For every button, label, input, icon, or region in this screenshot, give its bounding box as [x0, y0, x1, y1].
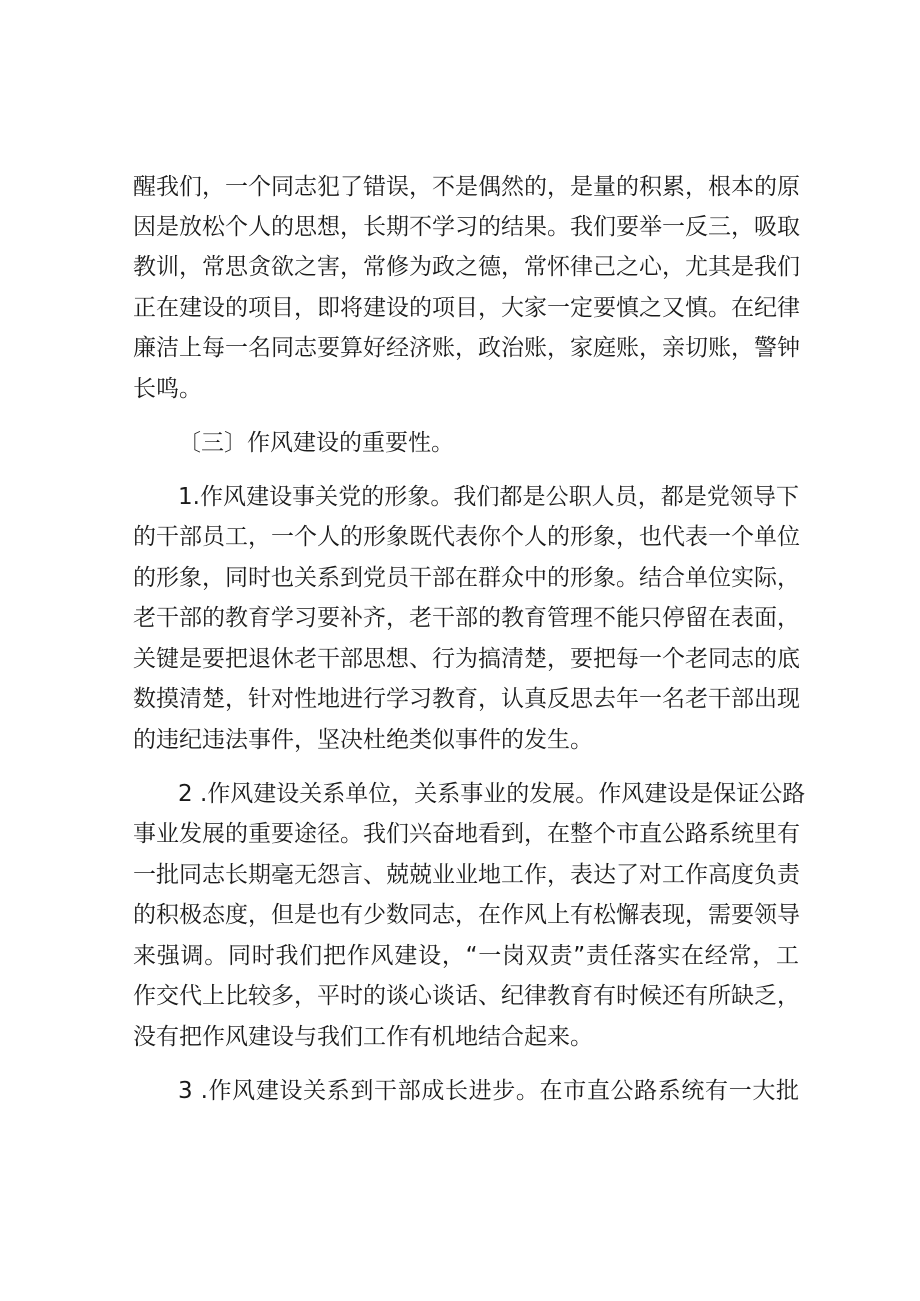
- paragraph-line: 关键是要把退休老干部思想、行为搞清楚，要把每一个老同志的底: [133, 646, 800, 672]
- paragraph-line: 的形象，同时也关系到党员干部在群众中的形象。结合单位实际，: [133, 565, 800, 591]
- paragraph-line: 长鸣。: [133, 376, 202, 402]
- paragraph-line: 来强调。同时我们把作风建设，“一岗双责”责任落实在经常，工: [133, 943, 799, 969]
- section-heading: 〔三〕作风建设的重要性。: [178, 430, 454, 456]
- paragraph-line: 没有把作风建设与我们工作有机地结合起来。: [133, 1024, 593, 1050]
- paragraph-line: 2 .作风建设关系单位，关系事业的发展。作风建设是保证公路: [178, 781, 806, 807]
- paragraph-line: 因是放松个人的思想，长期不学习的结果。我们要举一反三，吸取: [133, 214, 800, 240]
- paragraph-line: 数摸清楚，针对性地进行学习教育，认真反思去年一名老干部出现: [133, 686, 800, 712]
- paragraph-line: 醒我们，一个同志犯了错误，不是偶然的，是量的积累，根本的原: [133, 174, 800, 200]
- paragraph-line: 1.作风建设事关党的形象。我们都是公职人员，都是党领导下: [178, 484, 799, 510]
- paragraph-line: 教训，常思贪欲之害，常修为政之德，常怀律己之心，尤其是我们: [133, 254, 800, 280]
- paragraph-line: 廉洁上每一名同志要算好经济账，政治账，家庭账，亲切账，警钟: [133, 335, 800, 361]
- paragraph-line: 的干部员工，一个人的形象既代表你个人的形象，也代表一个单位: [133, 524, 800, 550]
- paragraph-line: 作交代上比较多，平时的谈心谈话、纪律教育有时候还有所缺乏，: [133, 983, 800, 1009]
- paragraph-line: 正在建设的项目，即将建设的项目，大家一定要慎之又慎。在纪律: [133, 295, 800, 321]
- paragraph-line: 一批同志长期毫无怨言、兢兢业业地工作，表达了对工作高度负责: [133, 862, 800, 888]
- paragraph-line: 3 .作风建设关系到干部成长进步。在市直公路系统有一大批: [178, 1078, 799, 1104]
- paragraph-line: 的违纪违法事件，坚决杜绝类似事件的发生。: [133, 727, 593, 753]
- paragraph-line: 事业发展的重要途径。我们兴奋地看到，在整个市直公路系统里有: [133, 821, 800, 847]
- paragraph-line: 老干部的教育学习要补齐，老干部的教育管理不能只停留在表面，: [133, 605, 800, 631]
- paragraph-line: 的积极态度，但是也有少数同志，在作风上有松懈表现，需要领导: [133, 902, 800, 928]
